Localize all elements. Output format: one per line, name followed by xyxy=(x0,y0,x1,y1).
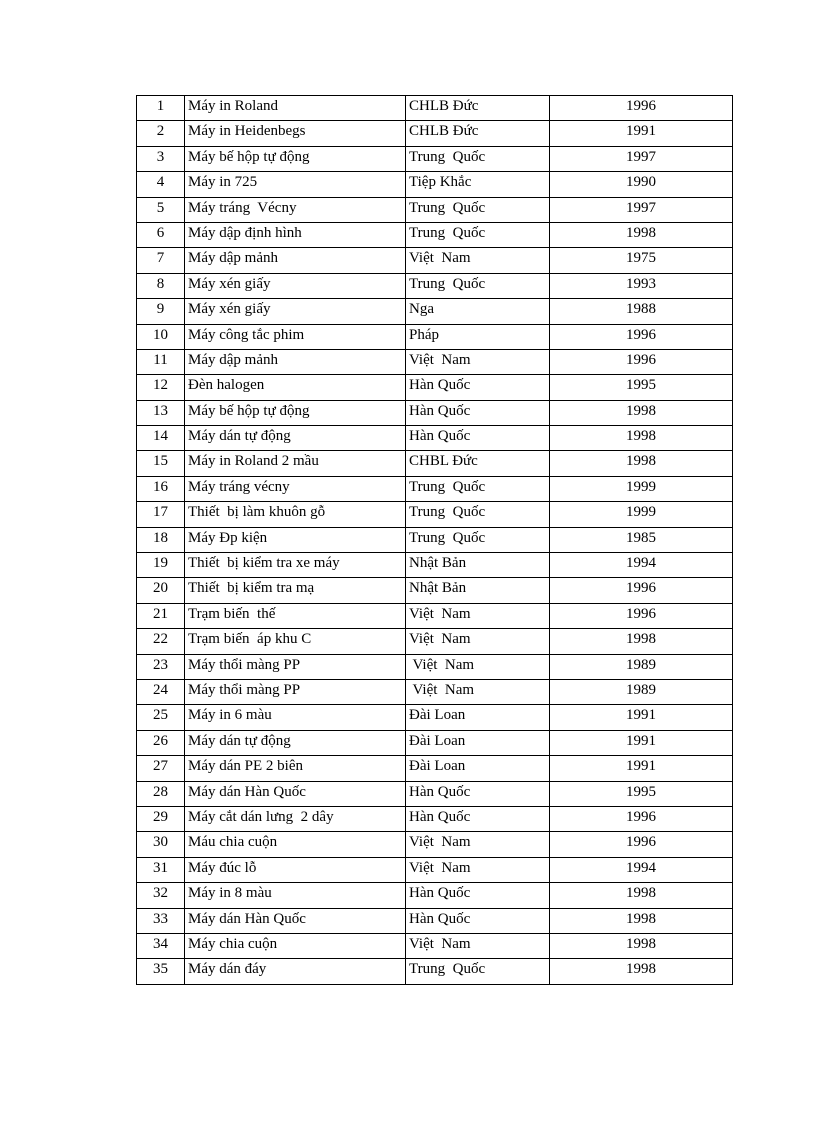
table-row xyxy=(137,146,733,171)
table-row xyxy=(137,222,733,247)
year-cell: 1998 xyxy=(550,883,733,908)
table-row xyxy=(137,400,733,425)
table-row xyxy=(137,502,733,527)
year-cell: 1996 xyxy=(550,806,733,831)
origin-country-cell: Hàn Quốc xyxy=(406,426,550,451)
year-cell: 1996 xyxy=(550,96,733,121)
row-number-cell: 3 xyxy=(137,146,185,171)
row-number-cell: 13 xyxy=(137,400,185,425)
row-number-cell: 18 xyxy=(137,527,185,552)
year-cell: 1999 xyxy=(550,502,733,527)
year-cell: 1988 xyxy=(550,299,733,324)
equipment-name-cell: Đèn halogen xyxy=(185,375,406,400)
row-number-cell: 6 xyxy=(137,222,185,247)
row-number-cell: 23 xyxy=(137,654,185,679)
origin-country-cell: Hàn Quốc xyxy=(406,806,550,831)
table-row xyxy=(137,857,733,882)
origin-country-cell: Hàn Quốc xyxy=(406,375,550,400)
row-number-cell: 25 xyxy=(137,705,185,730)
row-number-cell: 11 xyxy=(137,349,185,374)
year-cell: 1996 xyxy=(550,603,733,628)
row-number-cell: 30 xyxy=(137,832,185,857)
equipment-name-cell: Máy dập mảnh xyxy=(185,248,406,273)
row-number-cell: 34 xyxy=(137,933,185,958)
row-number-cell: 14 xyxy=(137,426,185,451)
equipment-name-cell: Máy tráng Vécny xyxy=(185,197,406,222)
year-cell: 1998 xyxy=(550,629,733,654)
equipment-table xyxy=(136,95,733,985)
table-row xyxy=(137,832,733,857)
origin-country-cell: CHLB Đức xyxy=(406,121,550,146)
year-cell: 1991 xyxy=(550,756,733,781)
table-row xyxy=(137,96,733,121)
equipment-name-cell: Máy dập mảnh xyxy=(185,349,406,374)
origin-country-cell: Trung Quốc xyxy=(406,502,550,527)
equipment-name-cell: Máy bế hộp tự động xyxy=(185,146,406,171)
origin-country-cell: Nhật Bản xyxy=(406,578,550,603)
row-number-cell: 8 xyxy=(137,273,185,298)
equipment-name-cell: Máy xén giấy xyxy=(185,299,406,324)
table-row xyxy=(137,476,733,501)
row-number-cell: 35 xyxy=(137,959,185,984)
equipment-name-cell: Máy thổi màng PP xyxy=(185,679,406,704)
origin-country-cell: Trung Quốc xyxy=(406,273,550,298)
equipment-name-cell: Máy in Roland xyxy=(185,96,406,121)
origin-country-cell: Trung Quốc xyxy=(406,476,550,501)
table-row xyxy=(137,197,733,222)
equipment-name-cell: Máy cắt dán lưng 2 dây xyxy=(185,806,406,831)
year-cell: 1975 xyxy=(550,248,733,273)
row-number-cell: 10 xyxy=(137,324,185,349)
year-cell: 1993 xyxy=(550,273,733,298)
table-row xyxy=(137,756,733,781)
table-row xyxy=(137,553,733,578)
origin-country-cell: Trung Quốc xyxy=(406,527,550,552)
table-row xyxy=(137,324,733,349)
row-number-cell: 31 xyxy=(137,857,185,882)
equipment-name-cell: Máy thổi màng PP xyxy=(185,654,406,679)
origin-country-cell: Hàn Quốc xyxy=(406,908,550,933)
row-number-cell: 9 xyxy=(137,299,185,324)
origin-country-cell: Đài Loan xyxy=(406,756,550,781)
origin-country-cell: Hàn Quốc xyxy=(406,781,550,806)
table-row xyxy=(137,349,733,374)
origin-country-cell: Trung Quốc xyxy=(406,146,550,171)
year-cell: 1991 xyxy=(550,730,733,755)
year-cell: 1996 xyxy=(550,578,733,603)
year-cell: 1997 xyxy=(550,197,733,222)
origin-country-cell: Việt Nam xyxy=(406,629,550,654)
origin-country-cell: Nga xyxy=(406,299,550,324)
table-row xyxy=(137,578,733,603)
equipment-name-cell: Máy công tắc phim xyxy=(185,324,406,349)
origin-country-cell: Việt Nam xyxy=(406,933,550,958)
year-cell: 1991 xyxy=(550,121,733,146)
year-cell: 1989 xyxy=(550,654,733,679)
equipment-name-cell: Máy dán Hàn Quốc xyxy=(185,908,406,933)
origin-country-cell: Hàn Quốc xyxy=(406,883,550,908)
row-number-cell: 21 xyxy=(137,603,185,628)
year-cell: 1995 xyxy=(550,781,733,806)
equipment-name-cell: Trạm biến áp khu C xyxy=(185,629,406,654)
equipment-name-cell: Máy dán tự động xyxy=(185,730,406,755)
year-cell: 1985 xyxy=(550,527,733,552)
year-cell: 1996 xyxy=(550,832,733,857)
row-number-cell: 2 xyxy=(137,121,185,146)
row-number-cell: 32 xyxy=(137,883,185,908)
row-number-cell: 7 xyxy=(137,248,185,273)
year-cell: 1996 xyxy=(550,324,733,349)
table-row xyxy=(137,375,733,400)
origin-country-cell: Trung Quốc xyxy=(406,222,550,247)
origin-country-cell: Nhật Bản xyxy=(406,553,550,578)
origin-country-cell: CHBL Đức xyxy=(406,451,550,476)
row-number-cell: 20 xyxy=(137,578,185,603)
year-cell: 1994 xyxy=(550,553,733,578)
equipment-name-cell: Máy in 6 màu xyxy=(185,705,406,730)
row-number-cell: 24 xyxy=(137,679,185,704)
origin-country-cell: Hàn Quốc xyxy=(406,400,550,425)
equipment-name-cell: Máy Đp kiện xyxy=(185,527,406,552)
equipment-name-cell: Máy xén giấy xyxy=(185,273,406,298)
row-number-cell: 15 xyxy=(137,451,185,476)
table-row xyxy=(137,933,733,958)
table-row xyxy=(137,603,733,628)
table-row xyxy=(137,121,733,146)
equipment-name-cell: Máu chia cuộn xyxy=(185,832,406,857)
table-row xyxy=(137,273,733,298)
row-number-cell: 12 xyxy=(137,375,185,400)
equipment-name-cell: Thiết bị kiểm tra mạ xyxy=(185,578,406,603)
year-cell: 1999 xyxy=(550,476,733,501)
year-cell: 1998 xyxy=(550,400,733,425)
year-cell: 1990 xyxy=(550,172,733,197)
year-cell: 1998 xyxy=(550,451,733,476)
equipment-name-cell: Máy dập định hình xyxy=(185,222,406,247)
equipment-name-cell: Máy in 8 màu xyxy=(185,883,406,908)
equipment-name-cell: Máy bế hộp tự động xyxy=(185,400,406,425)
table-body xyxy=(137,96,733,985)
origin-country-cell: Việt Nam xyxy=(406,857,550,882)
table-row xyxy=(137,705,733,730)
row-number-cell: 28 xyxy=(137,781,185,806)
equipment-name-cell: Máy dán tự động xyxy=(185,426,406,451)
year-cell: 1995 xyxy=(550,375,733,400)
equipment-name-cell: Thiết bị làm khuôn gỗ xyxy=(185,502,406,527)
table-row xyxy=(137,629,733,654)
equipment-name-cell: Trạm biến thế xyxy=(185,603,406,628)
row-number-cell: 19 xyxy=(137,553,185,578)
year-cell: 1991 xyxy=(550,705,733,730)
year-cell: 1998 xyxy=(550,426,733,451)
table-row xyxy=(137,781,733,806)
equipment-name-cell: Máy dán Hàn Quốc xyxy=(185,781,406,806)
equipment-name-cell: Máy in 725 xyxy=(185,172,406,197)
table-row xyxy=(137,426,733,451)
origin-country-cell: Đài Loan xyxy=(406,705,550,730)
row-number-cell: 4 xyxy=(137,172,185,197)
row-number-cell: 5 xyxy=(137,197,185,222)
origin-country-cell: Việt Nam xyxy=(406,679,550,704)
table-row xyxy=(137,299,733,324)
table-row xyxy=(137,730,733,755)
equipment-name-cell: Máy in Roland 2 mầu xyxy=(185,451,406,476)
equipment-name-cell: Thiết bị kiểm tra xe máy xyxy=(185,553,406,578)
row-number-cell: 1 xyxy=(137,96,185,121)
equipment-name-cell: Máy tráng vécny xyxy=(185,476,406,501)
origin-country-cell: Trung Quốc xyxy=(406,959,550,984)
row-number-cell: 16 xyxy=(137,476,185,501)
origin-country-cell: Việt Nam xyxy=(406,654,550,679)
row-number-cell: 26 xyxy=(137,730,185,755)
origin-country-cell: Việt Nam xyxy=(406,349,550,374)
row-number-cell: 17 xyxy=(137,502,185,527)
row-number-cell: 27 xyxy=(137,756,185,781)
year-cell: 1989 xyxy=(550,679,733,704)
origin-country-cell: Việt Nam xyxy=(406,248,550,273)
table-row xyxy=(137,908,733,933)
row-number-cell: 22 xyxy=(137,629,185,654)
row-number-cell: 29 xyxy=(137,806,185,831)
origin-country-cell: Trung Quốc xyxy=(406,197,550,222)
equipment-name-cell: Máy đúc lỗ xyxy=(185,857,406,882)
table-row xyxy=(137,679,733,704)
origin-country-cell: Việt Nam xyxy=(406,603,550,628)
origin-country-cell: CHLB Đức xyxy=(406,96,550,121)
equipment-name-cell: Máy dán đáy xyxy=(185,959,406,984)
table-row xyxy=(137,172,733,197)
origin-country-cell: Việt Nam xyxy=(406,832,550,857)
year-cell: 1994 xyxy=(550,857,733,882)
table-row xyxy=(137,959,733,984)
origin-country-cell: Pháp xyxy=(406,324,550,349)
equipment-name-cell: Máy in Heidenbegs xyxy=(185,121,406,146)
year-cell: 1998 xyxy=(550,959,733,984)
table-row xyxy=(137,527,733,552)
year-cell: 1998 xyxy=(550,222,733,247)
table-row xyxy=(137,248,733,273)
origin-country-cell: Tiệp Khắc xyxy=(406,172,550,197)
table-row xyxy=(137,806,733,831)
year-cell: 1996 xyxy=(550,349,733,374)
year-cell: 1998 xyxy=(550,908,733,933)
year-cell: 1997 xyxy=(550,146,733,171)
row-number-cell: 33 xyxy=(137,908,185,933)
equipment-name-cell: Máy chia cuộn xyxy=(185,933,406,958)
origin-country-cell: Đài Loan xyxy=(406,730,550,755)
equipment-name-cell: Máy dán PE 2 biên xyxy=(185,756,406,781)
table-row xyxy=(137,654,733,679)
table-row xyxy=(137,883,733,908)
table-row xyxy=(137,451,733,476)
year-cell: 1998 xyxy=(550,933,733,958)
